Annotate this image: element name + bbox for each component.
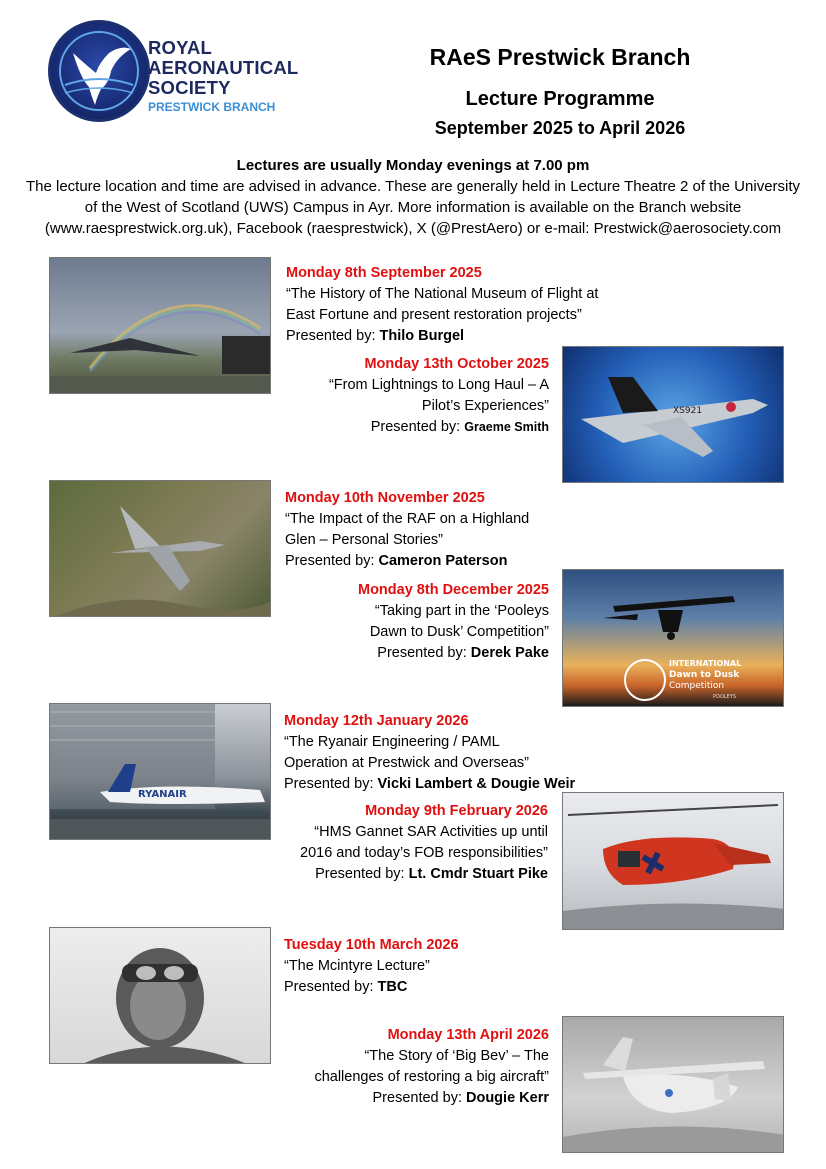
event-presenter: Presented by: Lt. Cmdr Stuart Pike bbox=[315, 866, 548, 882]
event-title: “The Story of ‘Big Bev’ – The bbox=[364, 1048, 549, 1064]
event-presenter: Presented by: Dougie Kerr bbox=[372, 1090, 549, 1106]
event-presenter: Presented by: Cameron Paterson bbox=[285, 553, 508, 569]
raes-logo bbox=[48, 18, 299, 124]
event-date: Monday 8th September 2025 bbox=[286, 265, 482, 281]
event-date: Monday 10th November 2025 bbox=[285, 490, 485, 506]
svg-text:RYANAIR: RYANAIR bbox=[138, 789, 187, 800]
event-title: Glen – Personal Stories” bbox=[285, 532, 443, 548]
event-item bbox=[290, 1025, 549, 1109]
event-presenter: Presented by: Vicki Lambert & Dougie Weir bbox=[284, 776, 576, 792]
photo-ryanair-hangar bbox=[49, 703, 271, 840]
logo-emblem bbox=[48, 20, 150, 122]
event-date: Monday 8th December 2025 bbox=[358, 582, 549, 598]
event-item bbox=[285, 488, 529, 572]
photo-typhoon bbox=[49, 480, 271, 617]
photo-vulcan bbox=[49, 257, 271, 394]
event-item bbox=[282, 801, 548, 885]
event-title: “HMS Gannet SAR Activities up until bbox=[314, 824, 548, 840]
event-item bbox=[290, 580, 549, 664]
event-item bbox=[284, 935, 459, 998]
logo-wordmark: ROYAL AERONAUTICAL SOCIETY bbox=[148, 37, 299, 98]
event-title: Dawn to Dusk’ Competition” bbox=[369, 624, 549, 640]
event-item bbox=[284, 711, 575, 795]
event-title: “The History of The National Museum of Flight at bbox=[286, 286, 599, 302]
event-presenter: Presented by: Thilo Burgel bbox=[286, 328, 465, 344]
event-title: Pilot’s Experiences” bbox=[421, 398, 549, 414]
eagle-icon bbox=[51, 23, 147, 119]
event-title: “Taking part in the ‘Pooleys bbox=[374, 603, 549, 619]
intro-line: The lecture location and time are advised in advance. These are generally held in Lecture Theatre 2 of the University bbox=[25, 178, 801, 195]
svg-text:XS921: XS921 bbox=[673, 406, 703, 416]
event-title: Operation at Prestwick and Overseas” bbox=[284, 755, 529, 771]
event-title: challenges of restoring a big aircraft” bbox=[314, 1069, 549, 1085]
event-title: 2016 and today’s FOB responsibilities” bbox=[300, 845, 548, 861]
page-title: RAeS Prestwick Branch bbox=[429, 44, 691, 70]
svg-text:POOLEYS: POOLEYS bbox=[713, 694, 737, 700]
photo-lightning bbox=[562, 346, 784, 483]
photo-sea-king bbox=[562, 792, 784, 930]
event-presenter: Presented by: Derek Pake bbox=[377, 645, 549, 661]
programme-dates: September 2025 to April 2026 bbox=[434, 118, 686, 138]
photo-beverley bbox=[562, 1016, 784, 1153]
event-title: “From Lightnings to Long Haul – A bbox=[328, 377, 549, 393]
event-item bbox=[286, 263, 598, 347]
event-date: Monday 13th October 2025 bbox=[364, 356, 549, 372]
event-title: “The Impact of the RAF on a Highland bbox=[285, 511, 530, 527]
intro-text bbox=[10, 155, 816, 239]
photo-dawn-to-dusk bbox=[562, 569, 784, 707]
photo-mcintyre-portrait bbox=[49, 927, 271, 1064]
event-item bbox=[290, 354, 549, 438]
logo-branch: PRESTWICK BRANCH bbox=[148, 100, 276, 114]
intro-line: of the West of Scotland (UWS) Campus in Ayr. More information is available on the Branch website bbox=[84, 199, 742, 216]
page-subtitle: Lecture Programme bbox=[465, 88, 655, 110]
svg-text:Dawn to Dusk: Dawn to Dusk bbox=[669, 670, 740, 680]
event-title: “The Ryanair Engineering / PAML bbox=[284, 734, 500, 750]
intro-bold-line: Lectures are usually Monday evenings at 7.00 pm bbox=[236, 157, 590, 174]
svg-text:Competition: Competition bbox=[669, 681, 725, 691]
event-presenter: Presented by: TBC bbox=[284, 979, 408, 995]
event-date: Monday 13th April 2026 bbox=[387, 1027, 549, 1043]
event-date: Monday 9th February 2026 bbox=[365, 803, 548, 819]
event-date: Tuesday 10th March 2026 bbox=[284, 937, 459, 953]
event-presenter: Presented by: Graeme Smith bbox=[370, 419, 549, 435]
svg-text:INTERNATIONAL: INTERNATIONAL bbox=[669, 659, 742, 668]
event-title: East Fortune and present restoration projects” bbox=[286, 307, 582, 323]
event-title: “The Mcintyre Lecture” bbox=[284, 958, 430, 974]
event-date: Monday 12th January 2026 bbox=[284, 713, 469, 729]
intro-line: (www.raesprestwick.org.uk), Facebook (raesprestwick), X (@PrestAero) or e-mail: Prestwick@aerosociety.com bbox=[44, 220, 782, 237]
